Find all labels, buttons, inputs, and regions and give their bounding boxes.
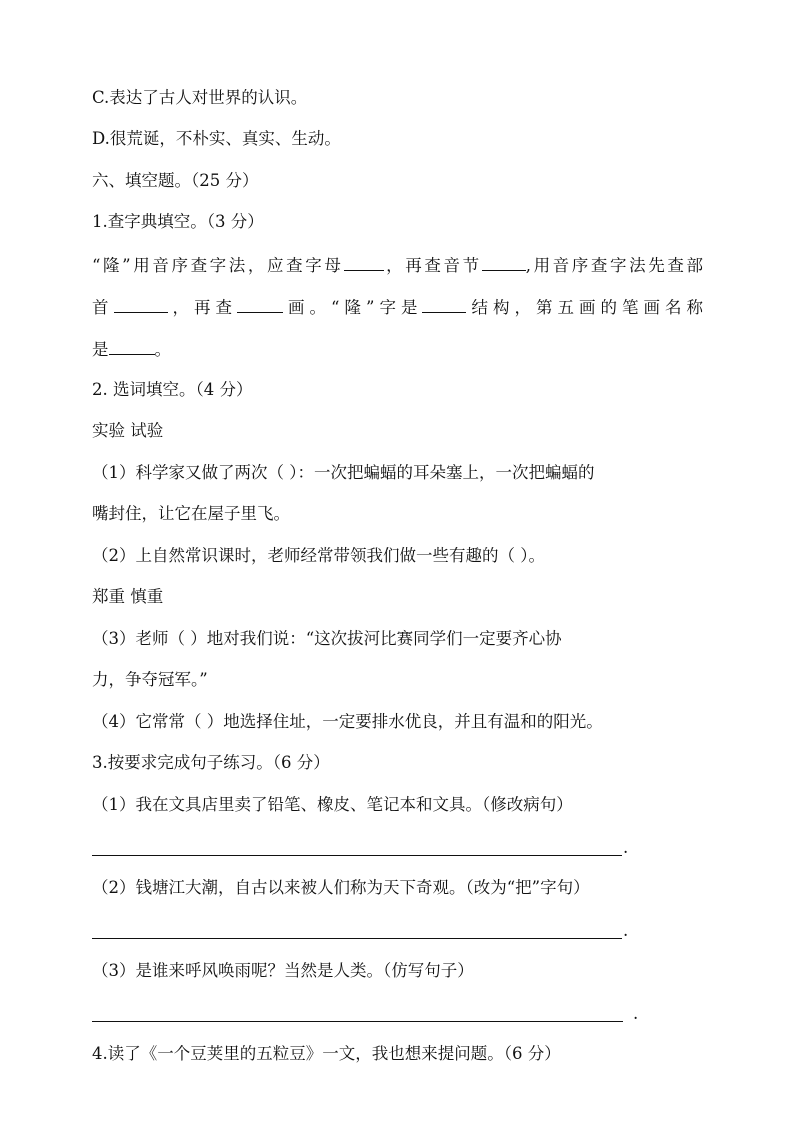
- option-d: D.很荒诞，不朴实、真实、生动。: [92, 129, 341, 148]
- answer-blank[interactable]: [109, 338, 155, 355]
- section-heading: 六、填空题。（25 分）: [92, 171, 259, 190]
- answer-line[interactable]: [92, 938, 622, 939]
- option-c: C.表达了古人对世界的认识。: [92, 88, 308, 107]
- question-2-title: 2. 选词填空。（4 分）: [92, 380, 253, 399]
- question-2-sentence-3-cont: 力，争夺冠军。”: [92, 670, 208, 689]
- question-3-sentence-1: （1）我在文具店里卖了铅笔、橡皮、笔记本和文具。（修改病句）: [92, 795, 573, 814]
- question-3-title: 3.按要求完成句子练习。（6 分）: [92, 753, 330, 772]
- answer-blank[interactable]: [482, 254, 526, 271]
- question-2-sentence-4: （4）它常常（ ）地选择住址，一定要排水优良，并且有温和的阳光。: [92, 712, 603, 731]
- question-1-title: 1.查字典填空。（3 分）: [92, 212, 264, 231]
- word-pair-2: 郑重 慎重: [92, 587, 164, 606]
- answer-line[interactable]: [92, 1021, 623, 1022]
- question-2-sentence-1-cont: 嘴封住，让它在屋子里飞。: [92, 504, 290, 523]
- answer-blank[interactable]: [344, 254, 384, 271]
- question-2-sentence-3: （3）老师（ ）地对我们说：“这次拔河比赛同学们一定要齐心协: [92, 629, 562, 648]
- question-3-sentence-3: （3）是谁来呼风唤雨呢？当然是人类。（仿写句子）: [92, 961, 474, 980]
- answer-line-end: .: [633, 1004, 639, 1023]
- word-pair-1: 实验 试验: [92, 421, 164, 440]
- answer-blank[interactable]: [237, 296, 283, 313]
- answer-line[interactable]: [92, 855, 622, 856]
- question-1-line-3: 是 。: [92, 340, 171, 359]
- answer-line-end: .: [623, 921, 629, 940]
- question-2-sentence-2: （2）上自然常识课时，老师经常带领我们做一些有趣的（ ）。: [92, 546, 545, 565]
- question-1-line-2: 首 ，再查 画。“隆”字是 结构，第五画的笔画名称: [92, 298, 704, 317]
- question-4-title: 4.读了《一个豆荚里的五粒豆》一文，我也想来提问题。（6 分）: [92, 1044, 561, 1063]
- answer-blank[interactable]: [114, 296, 168, 313]
- question-3-sentence-2: （2）钱塘江大潮，自古以来被人们称为天下奇观。（改为“把”字句）: [92, 878, 590, 897]
- answer-blank[interactable]: [422, 296, 466, 313]
- question-2-sentence-1: （1）科学家又做了两次（ ）：一次把蝙蝠的耳朵塞上，一次把蝙蝠的: [92, 463, 595, 482]
- question-1-line-1: “隆”用音序查字法，应查字母 ，再查音节 ,用音序查字法先查部: [92, 256, 703, 275]
- answer-line-end: .: [623, 838, 629, 857]
